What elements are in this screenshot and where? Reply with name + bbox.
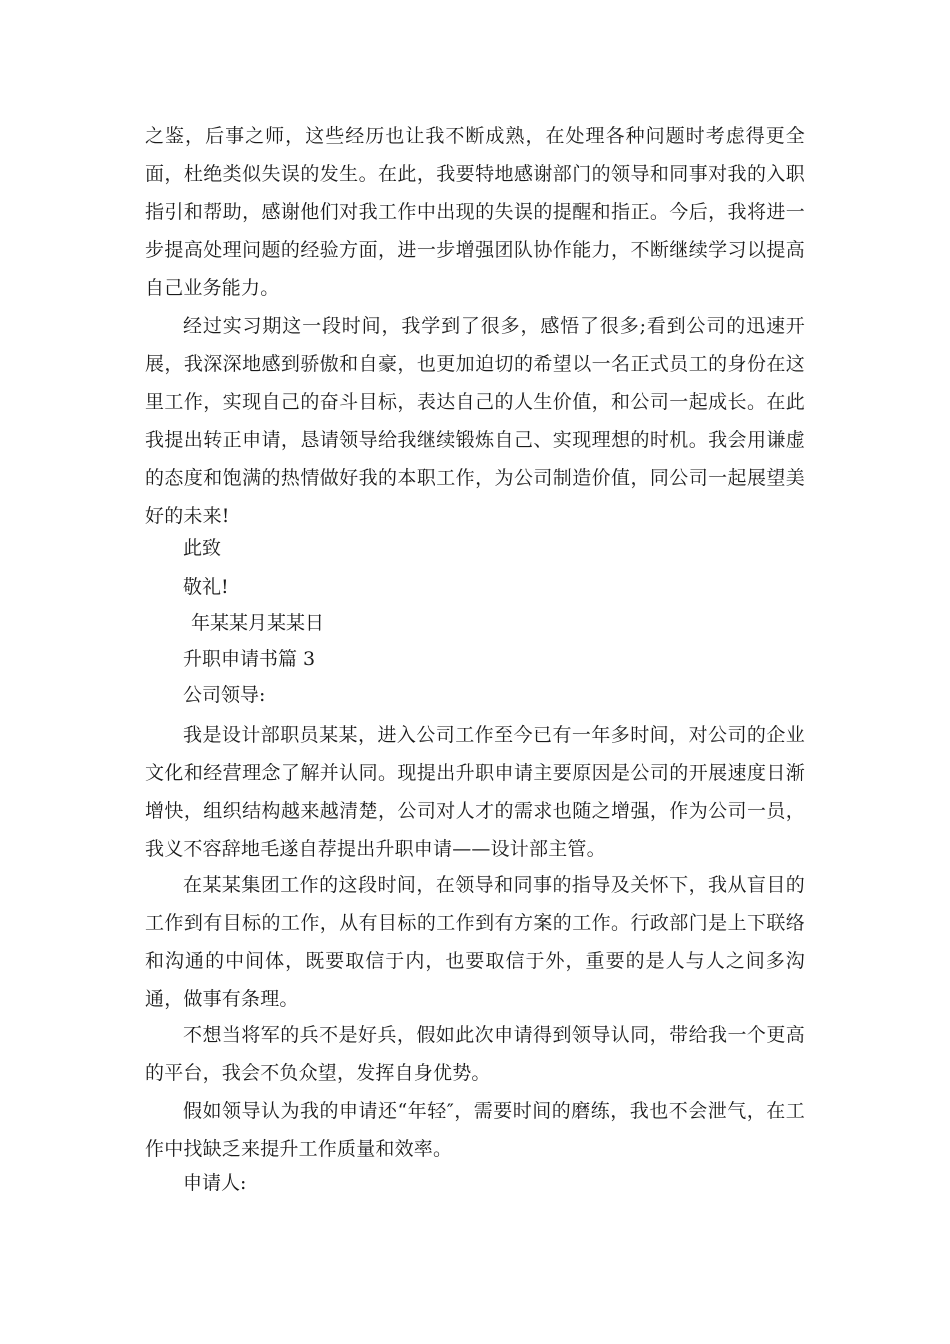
date-line: 年某某月某某日 [191,612,325,634]
salutation: 公司领导: [183,684,266,706]
paragraph-probation-summary: 经过实习期这一段时间，我学到了很多，感悟了很多;看到公司的迅速开展，我深深地感到骄傲和自豪，也更加迫切的希望以一名正式员工的身份在这里工作，实现自己的奋斗目标，表达自己的人生价值，和公司一起成长。在此我提出转正申请，恳请领导给我继续锻炼自己、实现理想的时机。我会用谦虚的态度和饱满的热情做好我的本职工作，为公司制造价值，同公司一起展望美好的未来! [145,315,805,527]
paragraph-introduction: 我是设计部职员某某，进入公司工作至今已有一年多时间，对公司的企业文化和经营理念了解并认同。现提出升职申请主要原因是公司的开展速度日渐增快，组织结构越来越清楚，公司对人才的需求也随之增强，作为公司一员，我义不容辞地毛遂自荐提出升职申请——设计部主管。 [145,724,805,860]
paragraph-motivation: 不想当将军的兵不是好兵，假如此次申请得到领导认同，带给我一个更高的平台，我会不负众望，发挥自身优势。 [145,1024,805,1084]
paragraph-commitment: 假如领导认为我的申请还“年轻″，需要时间的磨练，我也不会泄气，在工作中找缺乏来提升工作质量和效率。 [145,1100,805,1160]
paragraph-lessons-learned: 之鉴，后事之师，这些经历也让我不断成熟，在处理各种问题时考虑得更全面，杜绝类似失误的发生。在此，我要特地感谢部门的领导和同事对我的入职指引和帮助，感谢他们对我工作中出现的失误的提醒和指正。今后，我将进一步提高处理问题的经验方面，进一步增强团队协作能力，不断继续学习以提高自己业务能力。 [145,125,805,299]
closing-line-1: 此致 [183,537,222,559]
paragraph-work-experience: 在某某集团工作的这段时间，在领导和同事的指导及关怀下，我从盲目的工作到有目标的工作，从有目标的工作到有方案的工作。行政部门是上下联络和沟通的中间体，既要取信于内，也要取信于外，重要的是人与人之间多沟通，做事有条理。 [145,874,805,1010]
section-heading: 升职申请书篇 3 [183,648,316,670]
closing-line-2: 敬礼! [183,576,229,598]
applicant-signature-label: 申请人: [183,1172,247,1194]
